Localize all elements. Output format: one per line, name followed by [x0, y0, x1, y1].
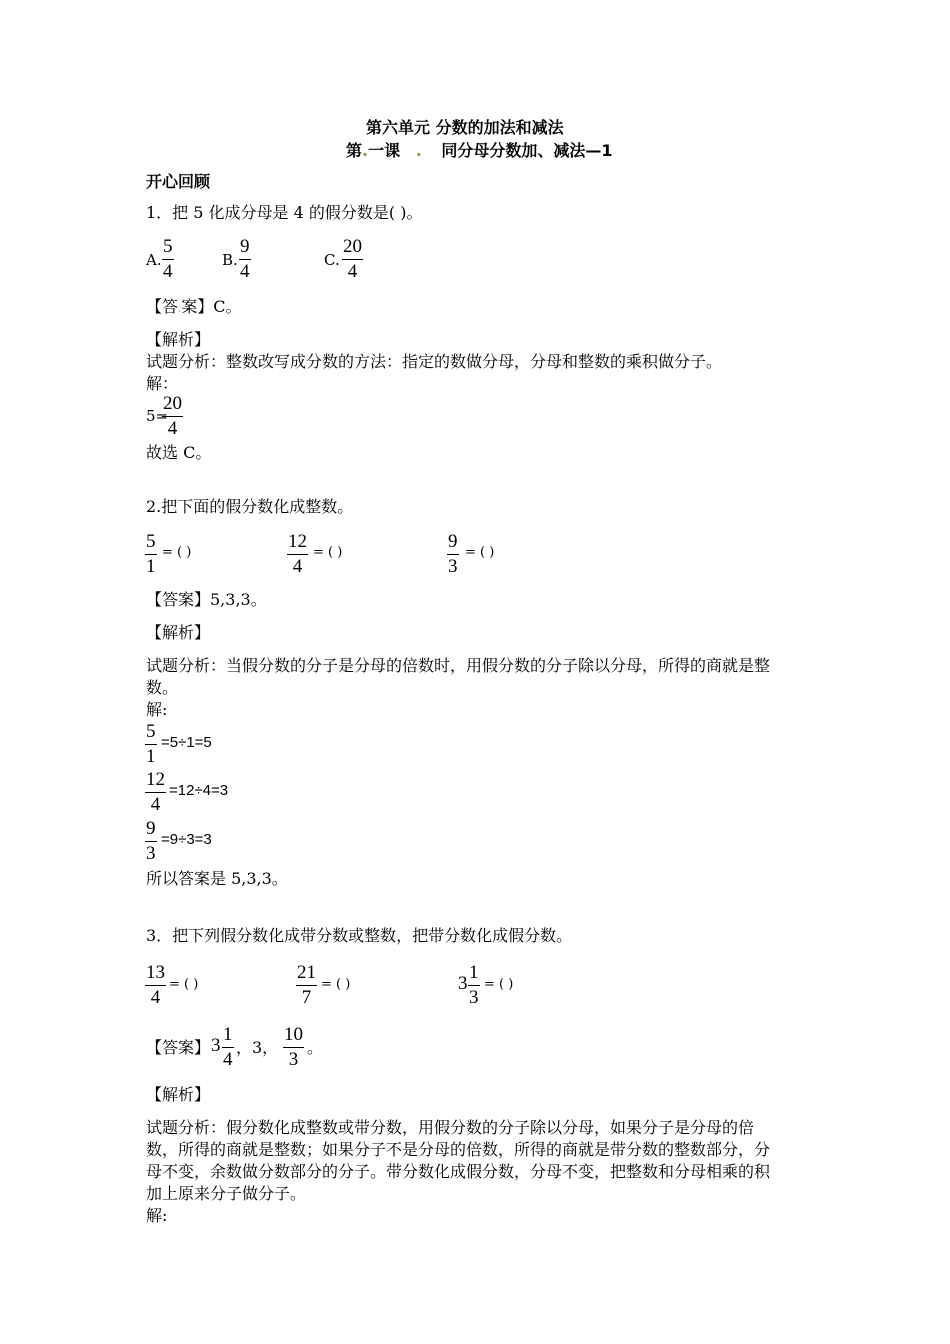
q1-conclusion: 故选 C。	[146, 443, 212, 462]
q1-option-c-fraction	[342, 236, 363, 283]
q2-item-1-blank: = ( )	[162, 545, 192, 560]
q2-step-2-expr: =12÷4=3	[169, 782, 229, 799]
fraction-numerator: 20	[343, 236, 362, 257]
fraction-bar	[145, 744, 157, 745]
fraction-bar	[145, 985, 166, 986]
fraction-denominator: 4	[150, 794, 161, 815]
q3-item-2-blank: = ( )	[321, 977, 351, 992]
fraction-bar	[162, 416, 183, 417]
q2-item-3-blank: = ( )	[465, 545, 495, 560]
q2-step-3-expr: =9÷3=3	[161, 831, 212, 848]
q3-item-2-fraction	[296, 962, 317, 1009]
fraction-bar	[283, 1047, 304, 1048]
fraction-denominator: 4	[167, 418, 178, 439]
q2-step-3-fraction	[145, 818, 157, 865]
q2-analysis-line-2: 数。	[146, 678, 179, 697]
q1-option-a-label: A.	[146, 251, 162, 269]
fraction-numerator: 5	[146, 721, 156, 742]
q2-prompt: 2.把下面的假分数化成整数。	[146, 497, 354, 516]
fraction-numerator: 13	[146, 962, 165, 983]
q1-calc-fraction	[162, 393, 183, 440]
q3-analysis-line-2: 数，所得的商就是整数；如果分子不是分母的倍数，所得的商就是带分数的整数部分，分	[146, 1140, 771, 1159]
fraction-bar	[468, 985, 480, 986]
q2-step-1-fraction	[145, 721, 157, 768]
q3-analysis-line-1: 试题分析：假分数化成整数或带分数，用假分数的分子除以分母，如果分子是分母的倍	[146, 1118, 755, 1137]
fraction-numerator: 5	[146, 531, 156, 552]
fraction-bar	[447, 554, 459, 555]
fraction-numerator: 9	[146, 818, 156, 839]
q1-option-c-label: C.	[324, 251, 340, 269]
fraction-denominator: 4	[163, 261, 173, 282]
decor-dot: .	[178, 304, 182, 315]
q1-analysis: 试题分析：整数改写成分数的方法：指定的数做分母，分母和整数的乘积做分子。	[146, 352, 723, 371]
fraction-numerator: 12	[288, 531, 307, 552]
q3-answer-whole: 3	[211, 1035, 221, 1056]
q2-answer: 【答案】5,3,3。	[146, 590, 267, 609]
q1-calc-prefix: 5=	[146, 407, 169, 425]
lesson-title	[346, 141, 612, 161]
section-title: 开心回顾	[146, 172, 211, 191]
q1-option-a-fraction	[162, 236, 174, 283]
q3-item-3-whole: 3	[458, 973, 468, 994]
q2-step-1-expr: =5÷1=5	[161, 734, 212, 751]
fraction-numerator: 10	[284, 1024, 303, 1045]
fraction-denominator: 4	[292, 556, 303, 577]
fraction-denominator: 4	[150, 987, 161, 1008]
fraction-numerator: 21	[297, 962, 316, 983]
fraction-numerator: 1	[469, 962, 479, 983]
fraction-bar	[162, 259, 174, 260]
fraction-numerator: 20	[163, 393, 182, 414]
q3-item-1-fraction	[145, 962, 166, 1009]
fraction-bar	[145, 554, 157, 555]
q2-solution-label: 解:	[146, 700, 168, 719]
q2-item-2-fraction	[287, 531, 308, 578]
fraction-numerator: 9	[240, 236, 250, 257]
fraction-numerator: 1	[223, 1024, 233, 1045]
q3-analysis-line-3: 母不变，余数做分数部分的分子。带分数化成假分数，分母不变，把整数和分母相乘的积	[146, 1162, 771, 1181]
fraction-bar	[296, 985, 317, 986]
fraction-denominator: 3	[448, 556, 458, 577]
q1-option-b-label: B.	[222, 251, 238, 269]
decor-dot: .	[415, 141, 422, 160]
fraction-bar	[145, 841, 157, 842]
q3-answer-label: 【答案】	[146, 1038, 211, 1057]
q1-option-b-fraction	[239, 236, 251, 283]
q1-answer-part-b: 案】C。	[181, 297, 242, 316]
q2-step-2-fraction	[145, 769, 166, 816]
fraction-bar	[287, 554, 308, 555]
q1-answer	[146, 297, 241, 320]
q2-item-1-fraction	[145, 531, 157, 578]
q3-answer-fraction-2	[283, 1024, 304, 1071]
q3-answer-end: 。	[307, 1038, 324, 1057]
fraction-denominator: 7	[301, 987, 312, 1008]
fraction-bar	[222, 1047, 234, 1048]
fraction-denominator: 1	[146, 556, 156, 577]
q1-prompt: 1．把 5 化成分母是 4 的假分数是( )。	[146, 203, 423, 222]
fraction-numerator: 12	[146, 769, 165, 790]
fraction-denominator: 4	[240, 261, 250, 282]
lesson-title-part-a: 第	[346, 141, 363, 160]
fraction-bar	[239, 259, 251, 260]
lesson-title-part-b: 一课	[368, 141, 401, 160]
fraction-denominator: 3	[146, 843, 156, 864]
fraction-denominator: 3	[288, 1049, 299, 1070]
q3-analysis-line-4: 加上原来分子做分子。	[146, 1184, 307, 1203]
q3-prompt: 3．把下列假分数化成带分数或整数，把带分数化成假分数。	[146, 926, 573, 945]
q2-conclusion: 所以答案是 5,3,3。	[146, 869, 288, 888]
fraction-bar	[145, 792, 166, 793]
fraction-denominator: 1	[146, 746, 156, 767]
q3-analysis-title: 【解析】	[146, 1085, 211, 1104]
q1-analysis-title: 【解析】	[146, 330, 211, 349]
fraction-numerator: 9	[448, 531, 458, 552]
q3-solution-label: 解:	[146, 1206, 168, 1225]
fraction-numerator: 5	[163, 236, 173, 257]
q3-item-1-blank: = ( )	[169, 977, 199, 992]
fraction-bar	[342, 259, 363, 260]
q1-solution-label: 解：	[146, 374, 179, 393]
lesson-title-part-c: 同分母分数加、减法—1	[441, 141, 613, 160]
unit-title: 第六单元 分数的加法和减法	[366, 118, 564, 137]
decor-dot: .	[362, 141, 369, 160]
fraction-denominator: 3	[469, 987, 479, 1008]
q3-item-3-fraction	[468, 962, 480, 1009]
q3-answer-fraction-1	[222, 1024, 234, 1071]
q2-item-2-blank: = ( )	[313, 545, 343, 560]
q2-analysis-title: 【解析】	[146, 623, 211, 642]
q3-answer-separator: ，3，	[236, 1038, 279, 1057]
fraction-denominator: 4	[223, 1049, 233, 1070]
fraction-denominator: 4	[347, 261, 358, 282]
q3-item-3-blank: = ( )	[484, 977, 514, 992]
q1-answer-part-a: 【答	[146, 297, 179, 316]
q2-item-3-fraction	[447, 531, 459, 578]
q2-analysis-line-1: 试题分析：当假分数的分子是分母的倍数时，用假分数的分子除以分母，所得的商就是整	[146, 656, 771, 675]
